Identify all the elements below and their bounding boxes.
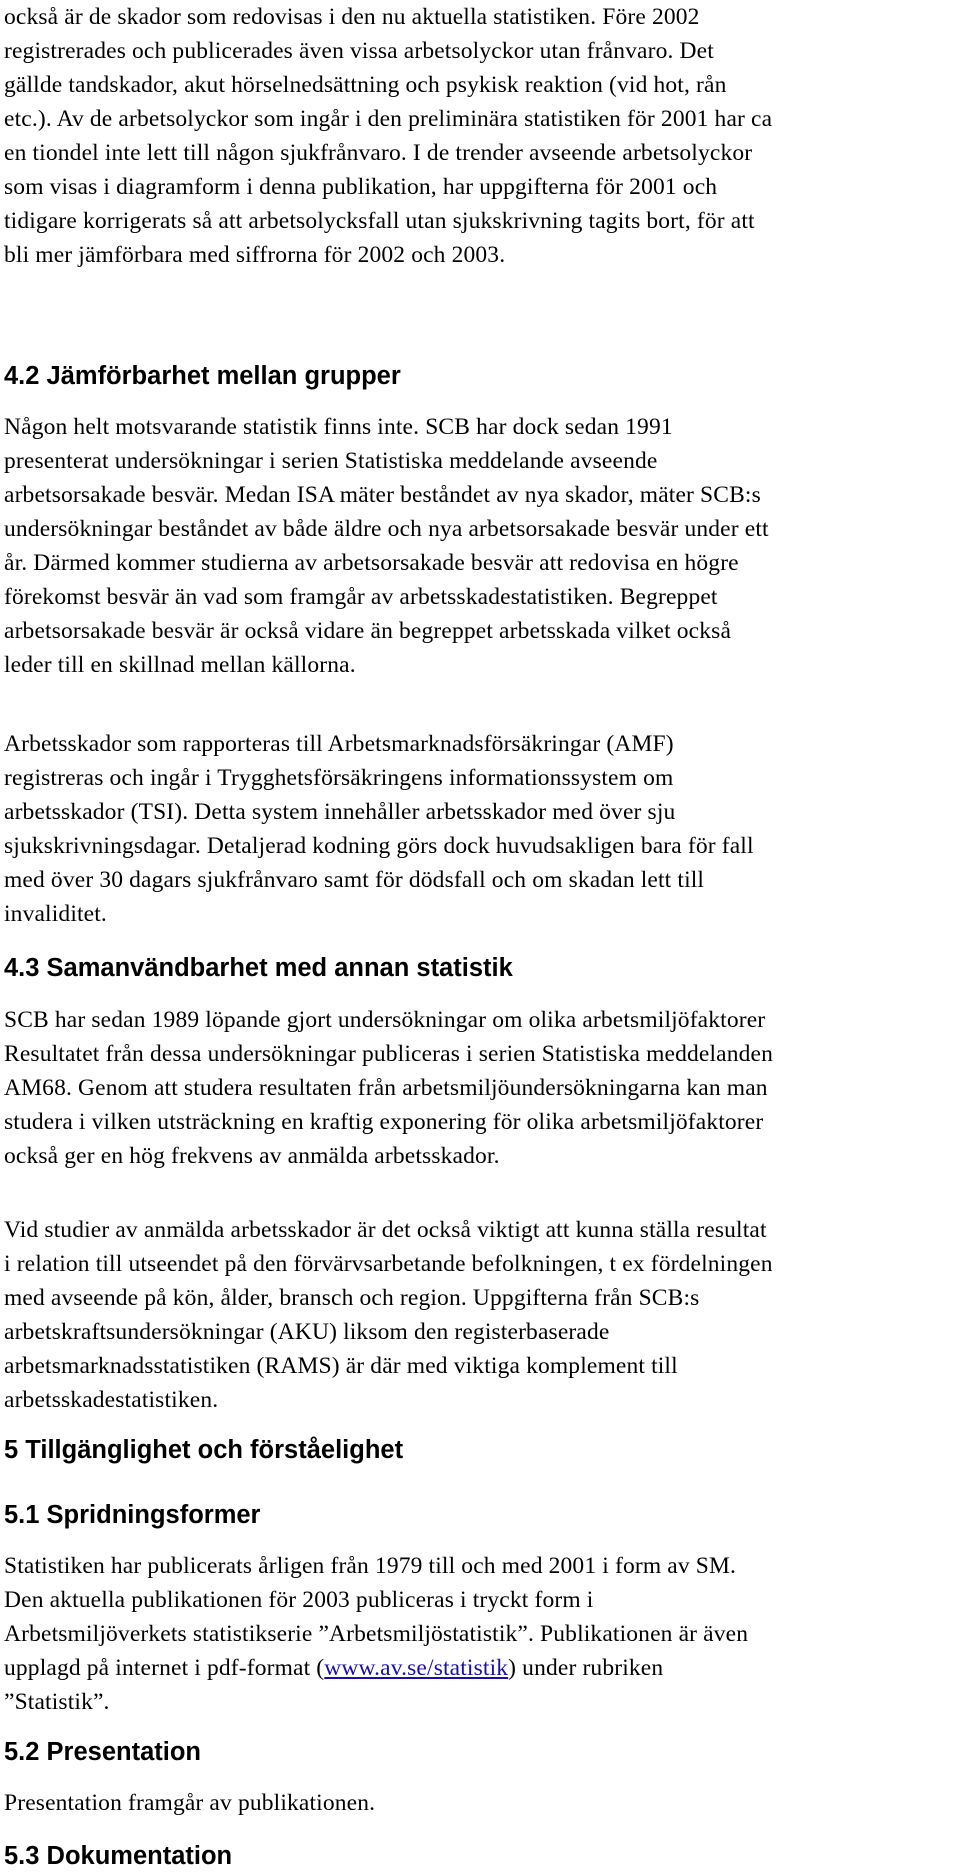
text-line: Resultatet från dessa undersökningar publiceras i serien Statistiska meddelanden: [4, 1041, 774, 1067]
text-line: med över 30 dagars sjukfrånvaro samt för dödsfall och om skadan lett till: [4, 867, 705, 893]
text-line: invaliditet.: [4, 901, 107, 927]
section-heading-5-2: 5.2 Presentation: [4, 1738, 201, 1766]
text-line: arbetsskador (TSI). Detta system innehåller arbetsskador med över sju: [4, 799, 676, 825]
text-line: ”Statistik”.: [4, 1689, 110, 1715]
text-line: i relation till utseendet på den förvärvsarbetande befolkningen, t ex fördelningen: [4, 1251, 773, 1277]
statistik-link[interactable]: www.av.se/statistik: [324, 1655, 509, 1681]
text-line-with-link: [4, 1651, 663, 1685]
section-heading-5-1: 5.1 Spridningsformer: [4, 1501, 261, 1529]
text-line: AM68. Genom att studera resultaten från arbetsmiljöundersökningarna kan man: [4, 1075, 768, 1101]
text-line: Arbetsmiljöverkets statistikserie ”Arbetsmiljöstatistik”. Publikationen är även: [4, 1621, 749, 1647]
link-prefix-text: upplagd på internet i pdf-format (: [4, 1655, 325, 1681]
link-suffix-text: ) under rubriken: [508, 1655, 664, 1681]
text-line: med avseende på kön, ålder, bransch och region. Uppgifterna från SCB:s: [4, 1285, 700, 1311]
text-line: också är de skador som redovisas i den nu aktuella statistiken. Före 2002: [4, 4, 700, 30]
text-line: registreras och ingår i Trygghetsförsäkringens informationssystem om: [4, 765, 674, 791]
text-line: registrerades och publicerades även vissa arbetsolyckor utan frånvaro. Det: [4, 38, 714, 64]
text-line: som visas i diagramform i denna publikation, har uppgifterna för 2001 och: [4, 174, 718, 200]
text-line: presenterat undersökningar i serien Statistiska meddelande avseende: [4, 448, 658, 474]
section-heading-5-3: 5.3 Dokumentation: [4, 1842, 233, 1870]
text-line: arbetsskadestatistiken.: [4, 1387, 219, 1413]
text-line: tidigare korrigerats så att arbetsolycksfall utan sjukskrivning tagits bort, för att: [4, 208, 755, 234]
text-line: SCB har sedan 1989 löpande gjort undersökningar om olika arbetsmiljöfaktorer: [4, 1007, 766, 1033]
section-heading-5: 5 Tillgänglighet och förståelighet: [4, 1436, 404, 1464]
text-line: arbetsmarknadsstatistiken (RAMS) är där med viktiga komplement till: [4, 1353, 678, 1379]
section-heading-4-2: 4.2 Jämförbarhet mellan grupper: [4, 362, 401, 390]
document-page: [4, 0, 960, 1872]
text-line: undersökningar beståndet av både äldre och nya arbetsorsakade besvär under ett: [4, 516, 769, 542]
text-line: Arbetsskador som rapporteras till Arbetsmarknadsförsäkringar (AMF): [4, 731, 674, 757]
text-line: Vid studier av anmälda arbetsskador är det också viktigt att kunna ställa resultat: [4, 1217, 767, 1243]
text-line: arbetsorsakade besvär är också vidare än begreppet arbetsskada vilket också: [4, 618, 732, 644]
section-heading-4-3: 4.3 Samanvändbarhet med annan statistik: [4, 954, 513, 982]
text-line: Någon helt motsvarande statistik finns inte. SCB har dock sedan 1991: [4, 414, 673, 440]
text-line: studera i vilken utsträckning en kraftig exponering för olika arbetsmiljöfaktorer: [4, 1109, 764, 1135]
text-line: sjukskrivningsdagar. Detaljerad kodning görs dock huvudsakligen bara för fall: [4, 833, 754, 859]
text-line: arbetsorsakade besvär. Medan ISA mäter beståndet av nya skador, mäter SCB:s: [4, 482, 761, 508]
text-line: gällde tandskador, akut hörselnedsättning och psykisk reaktion (vid hot, rån: [4, 72, 727, 98]
text-line: Statistiken har publicerats årligen från 1979 till och med 2001 i form av SM.: [4, 1553, 737, 1579]
text-line: etc.). Av de arbetsolyckor som ingår i den preliminära statistiken för 2001 har ca: [4, 106, 773, 132]
section-5-2-text: Presentation framgår av publikationen.: [4, 1790, 376, 1816]
text-line: år. Därmed kommer studierna av arbetsorsakade besvär att redovisa en högre: [4, 550, 739, 576]
text-line: en tiondel inte lett till någon sjukfrånvaro. I de trender avseende arbetsolyckor: [4, 140, 753, 166]
text-line: leder till en skillnad mellan källorna.: [4, 652, 356, 678]
text-line: Den aktuella publikationen för 2003 publiceras i tryckt form i: [4, 1587, 594, 1613]
text-line: förekomst besvär än vad som framgår av arbetsskadestatistiken. Begreppet: [4, 584, 718, 610]
text-line: bli mer jämförbara med siffrorna för 2002 och 2003.: [4, 242, 506, 268]
text-line: också ger en hög frekvens av anmälda arbetsskador.: [4, 1143, 500, 1169]
text-line: arbetskraftsundersökningar (AKU) liksom den registerbaserade: [4, 1319, 610, 1345]
